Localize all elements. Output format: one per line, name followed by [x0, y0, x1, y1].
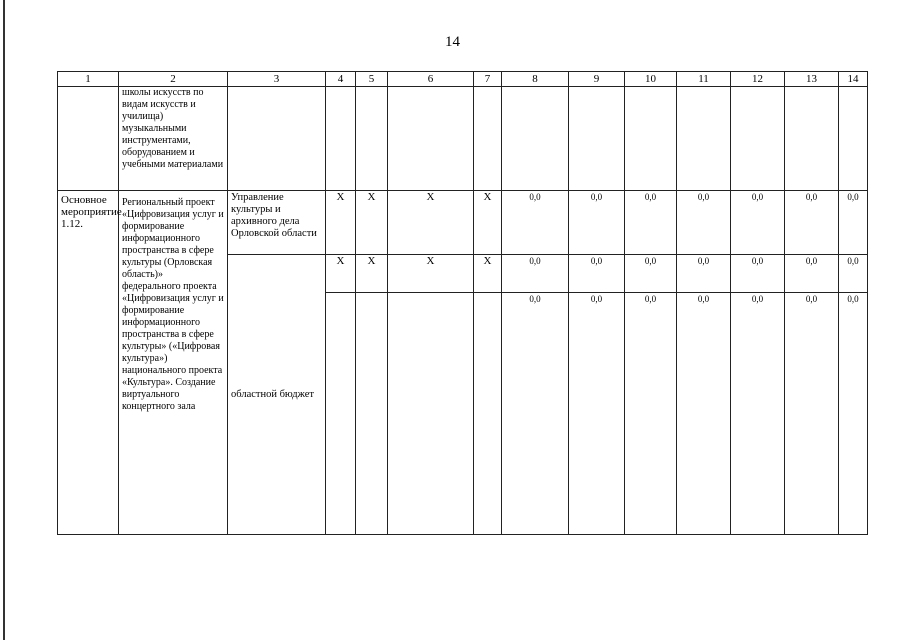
- mark-cell: [388, 293, 474, 535]
- value-cell: 0,0: [569, 293, 625, 535]
- activity-name: Региональный проект «Цифровизация услуг и формирование информационного пространства в сфере культуры (Орловская область)» федерального проекта «Цифровизация услуг и формирование информационного пространства в сфере культуры» («Цифровая культура») национального проекта «Культура». Создание виртуального концертного зала: [119, 191, 228, 535]
- mark-cell: [326, 293, 356, 535]
- value-cell: 0,0: [677, 293, 731, 535]
- mark-cell: Х: [326, 191, 356, 255]
- header-cell: 9: [569, 72, 625, 87]
- mark-cell: Х: [474, 255, 502, 293]
- mark-cell: Х: [356, 255, 388, 293]
- value-cell: 0,0: [569, 255, 625, 293]
- value-cell: 0,0: [502, 191, 569, 255]
- activities-table: [57, 71, 868, 535]
- value-cell: 0,0: [839, 255, 868, 293]
- value-cell: 0,0: [502, 255, 569, 293]
- header-cell: 11: [677, 72, 731, 87]
- header-cell: 6: [388, 72, 474, 87]
- value-cell: 0,0: [569, 191, 625, 255]
- header-cell: 13: [785, 72, 839, 87]
- mark-cell: Х: [356, 191, 388, 255]
- header-cell: 3: [228, 72, 326, 87]
- continuation-text: школы искусств по видам искусств и училища) музыкальными инструментами, оборудованием и учебными материалами: [119, 87, 228, 191]
- page-number: 14: [445, 34, 460, 50]
- header-cell: 7: [474, 72, 502, 87]
- value-cell: 0,0: [625, 293, 677, 535]
- header-cell: 12: [731, 72, 785, 87]
- value-cell: 0,0: [625, 191, 677, 255]
- value-cell: 0,0: [785, 293, 839, 535]
- value-cell: 0,0: [677, 255, 731, 293]
- value-cell: 0,0: [839, 293, 868, 535]
- header-cell: 8: [502, 72, 569, 87]
- mark-cell: Х: [474, 191, 502, 255]
- executor-cell: Управление культуры и архивного дела Орловской области: [228, 191, 326, 255]
- header-cell: 1: [58, 72, 119, 87]
- value-cell: 0,0: [731, 255, 785, 293]
- mark-cell: [356, 293, 388, 535]
- value-cell: 0,0: [677, 191, 731, 255]
- value-cell: 0,0: [785, 255, 839, 293]
- header-cell: 10: [625, 72, 677, 87]
- value-cell: 0,0: [785, 191, 839, 255]
- continuation-row: [58, 87, 868, 191]
- mark-cell: Х: [388, 255, 474, 293]
- activity-code: Основное мероприятие 1.12.: [58, 191, 119, 535]
- header-cell: 4: [326, 72, 356, 87]
- left-margin-rule: [3, 0, 5, 640]
- header-cell: 2: [119, 72, 228, 87]
- value-cell: 0,0: [502, 293, 569, 535]
- mark-cell: Х: [388, 191, 474, 255]
- value-cell: 0,0: [839, 191, 868, 255]
- executor-cell: областной бюджет: [228, 255, 326, 535]
- value-cell: 0,0: [731, 293, 785, 535]
- mark-cell: Х: [326, 255, 356, 293]
- table-row: [58, 191, 868, 255]
- header-cell: 14: [839, 72, 868, 87]
- value-cell: 0,0: [625, 255, 677, 293]
- header-row: [58, 72, 868, 87]
- value-cell: 0,0: [731, 191, 785, 255]
- mark-cell: [474, 293, 502, 535]
- header-cell: 5: [356, 72, 388, 87]
